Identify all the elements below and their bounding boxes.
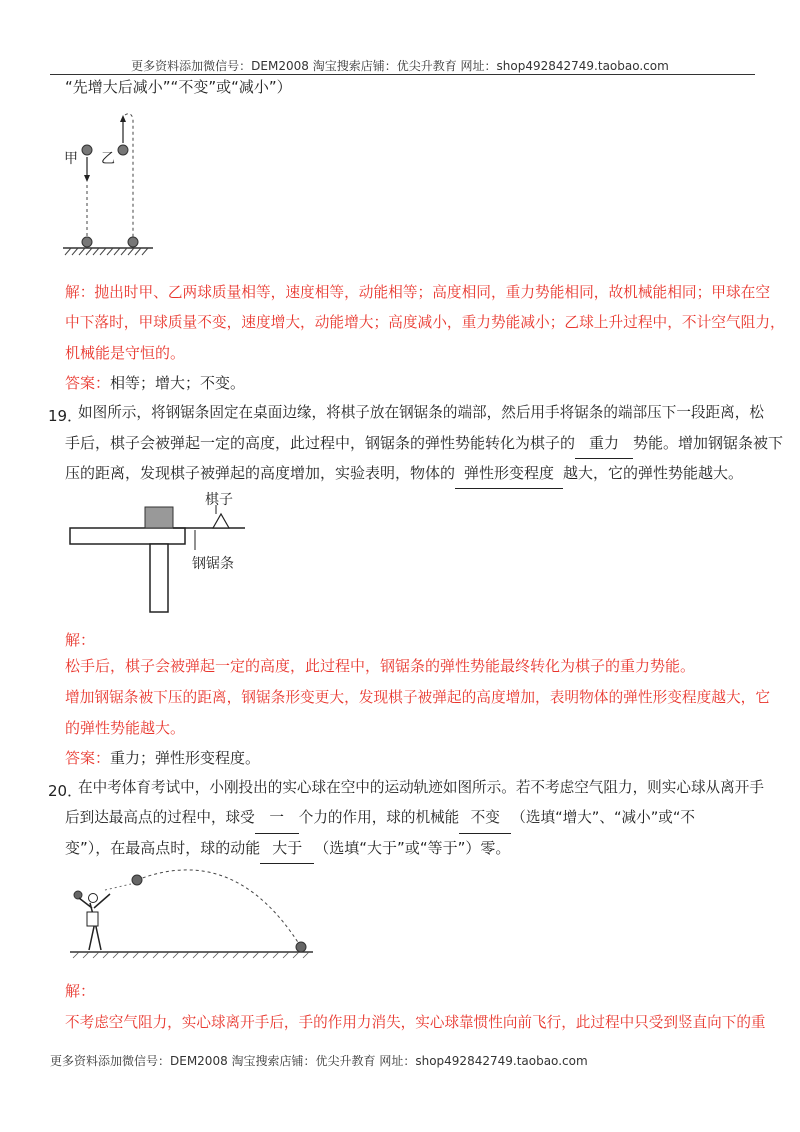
- q20-blank-2: 不变: [459, 803, 511, 834]
- question-19-number: 19．: [48, 407, 83, 425]
- shot-put-figure: [65, 862, 325, 962]
- q19-answer-text: 重力；弹性形变程度。: [110, 749, 261, 767]
- q20-line-2: 后到达最高点的过程中，球受 一 个力的作用，球的机械能 不变 （选填“增大”、“减小”或“不: [65, 803, 695, 834]
- label-yi: 乙: [101, 151, 115, 167]
- q19-solution-head: 解：: [65, 631, 96, 649]
- question-20-number: 20．: [48, 782, 83, 800]
- saw-blade-figure: [65, 490, 255, 615]
- prev-solution-line-2: 中下落时，甲球质量不变，速度增大，动能增大；高度减小，重力势能减小；乙球上升过程中，不计空气阻力，: [65, 314, 785, 331]
- prev-solution-line-3: 机械能是守恒的。: [65, 344, 186, 362]
- q19-line-3: 压的距离，发现棋子被弹起的高度增加，实验表明，物体的 弹性形变程度 越大，它的弹性势能越大。: [65, 458, 743, 489]
- q20-blank-1: 一: [255, 803, 299, 834]
- label-jia: 甲: [64, 151, 78, 167]
- label-chess-piece: 棋子: [205, 492, 233, 508]
- q19-solution-line-2: 增加钢锯条被下压的距离，钢锯条形变更大，发现棋子被弹起的高度增加，表明物体的弹性形变程度越大，它: [65, 689, 771, 706]
- prev-answer-text: 相等；增大；不变。: [110, 374, 246, 392]
- q19-solution-line-3: 的弹性势能越大。: [65, 719, 186, 737]
- q19-line-2: 手后，棋子会被弹起一定的高度，此过程中，钢锯条的弹性势能转化为棋子的 重力 势能。增加钢锯条被下: [65, 428, 783, 459]
- q20-solution-line-1: 不考虑空气阻力，实心球离开手后，手的作用力消失，实心球靠惯性向前飞行，此过程中只受到竖直向下的重: [65, 1014, 766, 1031]
- q20-solution-head: 解：: [65, 982, 96, 1000]
- page-footer: 更多资料添加微信号：DEM2008 淘宝搜索店铺：优尖升教育 网址：shop492842749.taobao.com: [50, 1054, 588, 1068]
- q19-blank-2: 弹性形变程度: [455, 458, 563, 489]
- q20-blank-3: 大于: [260, 833, 314, 864]
- prev-options-line: “先增大后减小”“不变”或“减小”）: [65, 78, 292, 96]
- prev-answer: [65, 368, 245, 398]
- q19-solution-line-1: 松手后，棋子会被弹起一定的高度，此过程中，钢锯条的弹性势能最终转化为棋子的重力势能。: [65, 657, 696, 675]
- page-header: 更多资料添加微信号：DEM2008 淘宝搜索店铺：优尖升教育 网址：shop492842749.taobao.com: [131, 59, 669, 73]
- label-saw-blade: 钢锯条: [192, 556, 234, 572]
- q20-line-3: 变”），在最高点时，球的动能 大于 （选填“大于”或“等于”）零。: [65, 833, 510, 864]
- falling-balls-figure: [55, 105, 165, 265]
- q19-line-1: 如图所示，将钢锯条固定在桌面边缘，将棋子放在钢锯条的端部，然后用手将锯条的端部压下一段距离，松: [78, 404, 764, 421]
- q20-line-1: 在中考体育考试中，小刚投出的实心球在空中的运动轨迹如图所示。若不考虑空气阻力，则实心球从离开手: [78, 779, 764, 796]
- answer-label: 答案：: [65, 374, 111, 392]
- prev-solution-line-1: 解：抛出时甲、乙两球质量相等，速度相等，动能相等；高度相同，重力势能相同，故机械能相同；甲球在空: [65, 284, 771, 301]
- q19-blank-1: 重力: [575, 428, 633, 459]
- q19-answer: 答案：重力；弹性形变程度。: [65, 749, 261, 767]
